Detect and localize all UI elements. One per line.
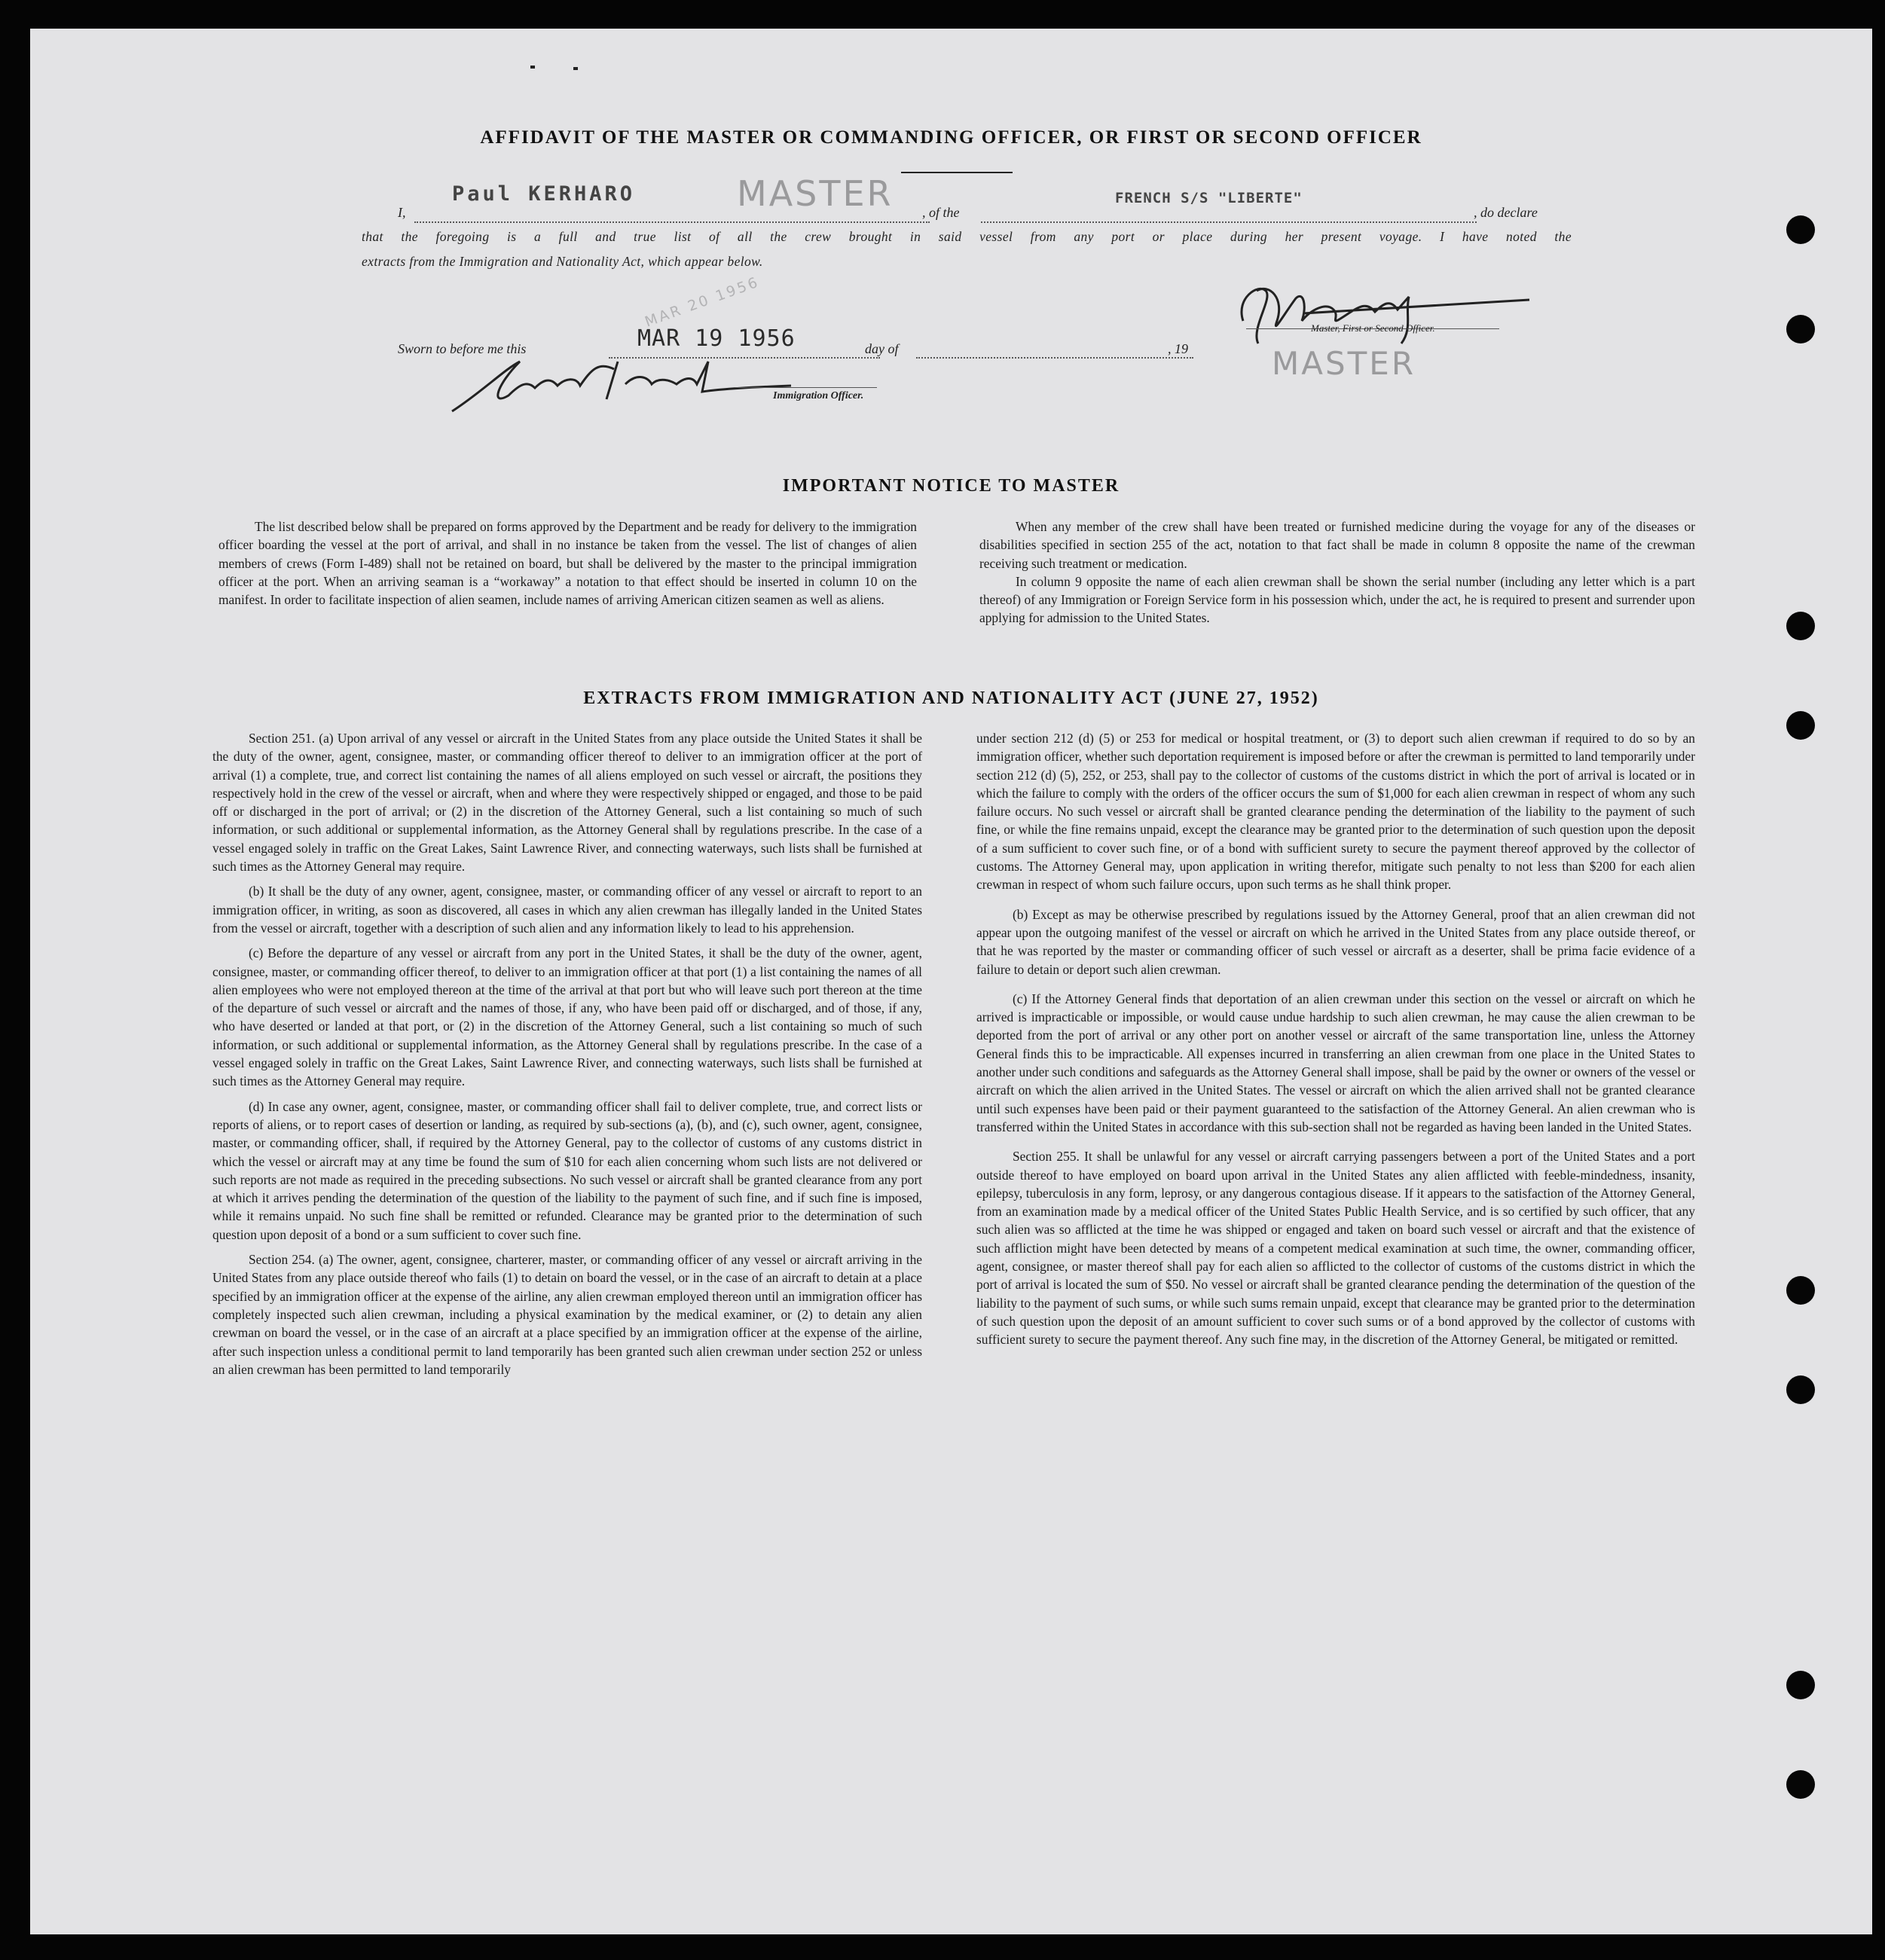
- master-title-stamp: MASTER: [737, 173, 894, 214]
- faint-date-stamp: MAR 20 1956: [643, 273, 762, 331]
- sworn-date-stamp: MAR 19 1956: [637, 325, 796, 352]
- extracts-right-column: [976, 729, 1695, 1349]
- section-paragraph: (c) If the Attorney General finds that deportation of an alien crewman under this section on the vessel or aircraft on which he arrived is impracticable or impossible, or would cause undue hardship to such alien crewman, he may cause the alien crewman to be deported from the port of arrival or any other port on another vessel or aircraft of the same transportation line, unless the Attorney General finds this to be impracticable. All expenses incurred in transferring an alien crewman from one place in the United States to another under such conditions and safeguards as the Attorney General shall impose, shall be paid by the owner or owners of the vessel or aircraft on which the alien arrived in the United States. The vessel or aircraft on which the alien arrived shall not be granted clearance until such expenses have been paid or their payment guaranteed to the satisfaction of the Attorney General. An alien crewman who is transferred within the United States in accordance with this sub-section shall not be regarded as having been landed in the United States.: [976, 991, 1695, 1134]
- vessel-line: [981, 221, 1477, 223]
- extracts-title: EXTRACTS FROM IMMIGRATION AND NATIONALITY ACT (JUNE 27, 1952): [583, 688, 1319, 708]
- notice-paragraph: When any member of the crew shall have been treated or furnished medicine during the voyage for any of the diseases or disabilities specified in section 255 of the act, notation to that fact shall be made in column 8 opposite the name of the crewman receiving such treatment or medication.: [979, 519, 1695, 571]
- notice-title: IMPORTANT NOTICE TO MASTER: [782, 476, 1120, 496]
- sworn-label: Sworn to before me this: [398, 341, 527, 356]
- do-declare-label: , do declare: [1474, 205, 1538, 220]
- declaration-line-2: extracts from the Immigration and Nationality Act, which appear below.: [362, 254, 763, 269]
- notice-paragraph: In column 9 opposite the name of each alien crewman shall be shown the serial number (including any letter which is a part thereof) of any Immigration or Foreign Service form in his possession which, under the act, he is required to present and surrender upon applying for admission to the United States.: [979, 573, 1695, 626]
- i-label: I,: [398, 205, 406, 220]
- section-paragraph: (b) It shall be the duty of any owner, agent, consignee, master, or commanding officer of any vessel or aircraft to report to an immigration officer, in writing, as soon as discovered, all cases in which any alien crewman has illegally landed in the United States from the vessel or aircraft, together with a description of such alien and any information likely to lead to his apprehension.: [212, 884, 922, 936]
- name-line: [414, 221, 930, 223]
- officer-title-stamp: MASTER: [1272, 345, 1416, 382]
- punch-hole: [1786, 1770, 1815, 1799]
- punch-hole: [1786, 1375, 1815, 1404]
- punch-hole: [1786, 612, 1815, 640]
- month-line: [916, 357, 1193, 359]
- punch-hole: [1786, 215, 1815, 244]
- vessel-name: FRENCH S/S "LIBERTE": [1115, 190, 1303, 206]
- punch-hole: [1786, 1671, 1815, 1699]
- section-paragraph: (c) Before the departure of any vessel or aircraft from any port in the United States, it shall be the duty of the owner, agent, consignee, master, or commanding officer thereof, to deliver to an immigration officer at that port (1) a list containing the names of all alien employees who were not employed thereon at the time of the arrival at that port but who will leave such port thereon at the time of the departure of such vessel or aircraft and the names of those, if any, who have been paid off or discharged, and of those, if any, who have deserted or landed at that port, or (2) in the discretion of the Attorney General, such a list containing so much of such information, or such additional or supplemental information, as the Attorney General shall by regulations prescribe. In the case of a vessel engaged solely in traffic on the Great Lakes, Saint Lawrence River, and connecting waterways, such lists shall be furnished at such times as the Attorney General may require.: [212, 945, 922, 1089]
- punch-hole: [1786, 315, 1815, 343]
- year-label: , 19: [1168, 341, 1188, 356]
- section-paragraph-continued: under section 212 (d) (5) or 253 for medical or hospital treatment, or (3) to deport such alien crewman if required to do so by an immigration officer, whether such deportation requirement is imposed before or after the crewman is permitted to land temporarily under section 212 (d) (5), 252, or 253, shall pay to the collector of customs of the customs district in which the port of arrival is located or in which the failure to comply with the orders of the officer occurs the sum of $1,000 for each alien crewman in respect of whom any such failure occurs. No such vessel or aircraft shall be granted clearance pending the determination of the liability to the payment of such fine, or while the fine remains unpaid, except the clearance may be granted prior to the determination of such question upon the deposit of a sum sufficient to cover such fine, or of a bond with sufficient surety to secure the payment thereof approved by the collector of customs. The Attorney General may, upon application in writing therefor, mitigate such penalty to not less than $200 for each alien crewman in respect of whom such failure occurs, upon such terms as he shall think proper.: [976, 731, 1695, 893]
- extracts-left-column: [212, 729, 922, 1378]
- immigration-signature-line: [734, 387, 877, 388]
- punch-hole: [1786, 711, 1815, 740]
- section-paragraph: (d) In case any owner, agent, consignee, master, or commanding officer shall fail to deliver complete, true, and correct lists or reports of aliens, or to report cases of desertion or landing, as required by sub-sections (a), (b), and (c), such owner, agent, consignee, master, or commanding officer, shall, if required by the Attorney General, pay to the collector of customs of any customs district in which the vessel or aircraft may at any time be found the sum of $10 for each alien concerning whom such lists are not delivered or such reports are not made as required in the preceding subsections. No such vessel or aircraft shall be granted clearance from any port at which it arrives pending the determination of the question of the liability to the payment of such fine, and if such fine is imposed, while it remains unpaid. No such fine shall be remitted or refunded. Clearance may be granted prior to the determination of such question upon deposit of a bond or a sum sufficient to cover such fine.: [212, 1098, 922, 1242]
- affidavit-title: AFFIDAVIT OF THE MASTER OR COMMANDING OFFICER, OR FIRST OR SECOND OFFICER: [480, 127, 1422, 148]
- day-of-label: day of: [865, 341, 899, 356]
- scan-speck: [530, 66, 535, 69]
- declaration-line-1: that the foregoing is a full and true list of all the crew brought in said vessel from any port or place during her present voyage. I have noted the: [362, 229, 1572, 244]
- of-the-label: , of the: [922, 205, 960, 220]
- section-paragraph: Section 251. (a) Upon arrival of any vessel or aircraft in the United States from any place outside the United States it shall be the duty of the owner, agent, consignee, master, or commanding officer thereof to deliver to an immigration officer at the port of arrival (1) a complete, true, and correct list containing the names of all aliens employed on such vessel or aircraft, the positions they respectively hold in the crew of the vessel or aircraft, when and where they were respectively shipped or engaged, and those to be paid off or discharged in the port of arrival; or (2) in the discretion of the Attorney General, such a list containing so much of such information, or such additional or supplemental information, as the Attorney General shall by regulations prescribe. In the case of a vessel engaged solely in traffic on the Great Lakes, Saint Lawrence River, and connecting waterways, such lists shall be furnished at such times as the Attorney General may require.: [212, 731, 922, 875]
- master-name: Paul KERHARO: [452, 182, 636, 206]
- scan-speck: [573, 67, 578, 70]
- title-rule: [901, 172, 1013, 173]
- notice-paragraph: The list described below shall be prepared on forms approved by the Department and be ready for delivery to the immigration officer boarding the vessel at the port of arrival, and shall in no instance be taken from the vessel. The list of changes of alien members of crews (Form I-489) shall not be retained on board, but shall be delivered by the master to the principal immigration officer at the port. When an arriving seaman is a “workaway” a notation to that effect should be inserted in column 10 on the manifest. In order to facilitate inspection of alien seamen, include names of arriving American citizen seamen as well as aliens.: [218, 519, 917, 608]
- section-paragraph: Section 254. (a) The owner, agent, consignee, charterer, master, or commanding officer of any vessel or aircraft arriving in the United States from any place outside thereof who fails (1) to detain on board the vessel, or in the case of an aircraft to detain at a place specified by an immigration officer at the expense of the airline, any alien crewman employed thereon until an immigration officer has completely inspected such alien crewman, including a physical examination by the medical examiner, or (2) to detain any alien crewman on board the vessel, or in the case of an aircraft at a place specified by an immigration officer at the expense of the airline, after such inspection unless a conditional permit to land temporarily has been granted such alien crewman under section 252 or unless an alien crewman has been permitted to land temporarily: [212, 1252, 922, 1377]
- section-paragraph: (b) Except as may be otherwise prescribed by regulations issued by the Attorney General, proof that an alien crewman did not appear upon the outgoing manifest of the vessel or aircraft on which he arrived in the United States from any place outside thereof, or that he was reported by the master or commanding officer of such vessel or aircraft as a deserter, shall be prima facie evidence of a failure to detain or deport such alien crewman.: [976, 906, 1695, 977]
- notice-right-column: [979, 517, 1695, 627]
- punch-hole: [1786, 1276, 1815, 1305]
- document-page: [30, 29, 1872, 1934]
- immigration-caption: Immigration Officer.: [773, 390, 864, 401]
- immigration-officer-signature: [437, 339, 859, 422]
- officer-caption: Master, First or Second Officer.: [1311, 322, 1435, 334]
- section-paragraph: Section 255. It shall be unlawful for any vessel or aircraft carrying passengers between a port of the United States and a port outside thereof to have employed on board upon arrival in the United States any alien afflicted with feeble-mindedness, insanity, epilepsy, tuberculosis in any form, leprosy, or any dangerous contagious disease. If it appears to the satisfaction of the Attorney General, from an examination made by a medical officer of the United States Public Health Service, and is so certified by such officer, that any such alien was so afflicted at the time he was shipped or engaged and taken on board such vessel or aircraft and that the existence of such affliction might have been detected by means of a competent medical examination at such time, the owner, commanding officer, agent, consignee, or master thereof shall pay for each alien so afflicted to the collector of customs of the customs district in which the port of arrival is located the sum of $50. No vessel or aircraft shall be granted clearance pending the determination of the question of the liability to the payment of such sums, or while such sums remain unpaid, except that clearance may be granted prior to the determination of such question upon the deposit of an amount sufficient to cover such sums or of a bond approved by the collector of customs with sufficient surety to secure the payment thereof. Any such fine may, in the discretion of the Attorney General, be mitigated or remitted.: [976, 1149, 1695, 1348]
- notice-left-column: [218, 517, 917, 609]
